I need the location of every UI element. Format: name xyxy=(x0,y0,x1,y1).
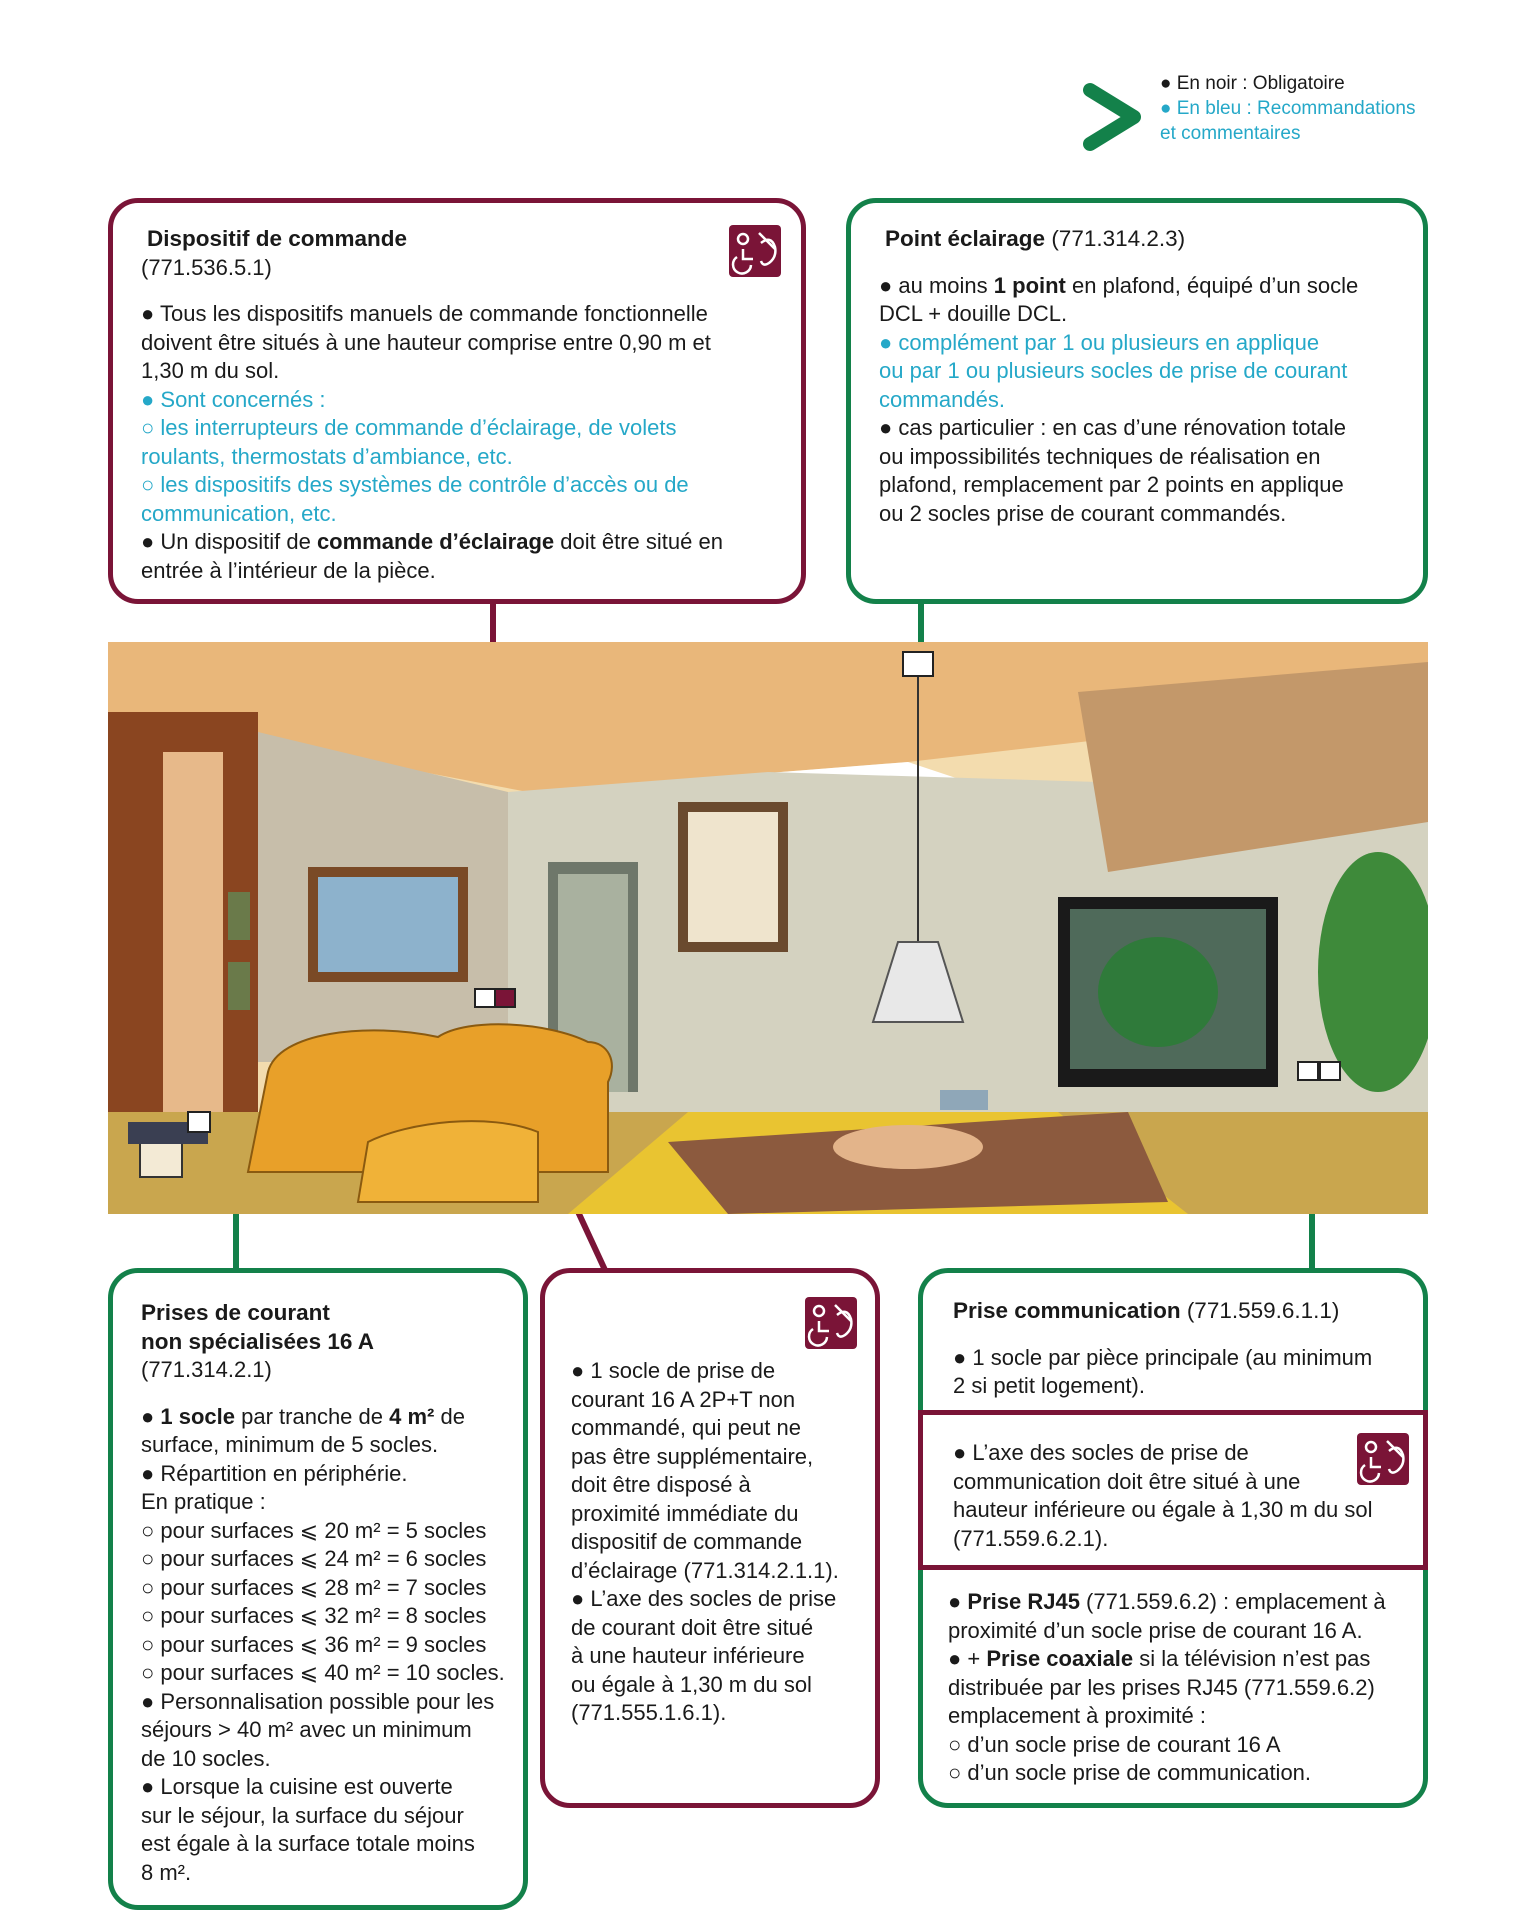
socle-line-10: de courant doit être situé xyxy=(571,1614,814,1640)
legend-blue-2: et commentaires xyxy=(1160,123,1301,144)
commande-ref: (771.536.5.1) xyxy=(141,254,272,280)
legend-black: ● En noir : Obligatoire xyxy=(1160,73,1345,94)
communication-title: Prise communication xyxy=(953,1298,1181,1323)
socle-line-1: ● 1 socle de prise de xyxy=(571,1358,776,1383)
socle-line-7: dispositif de commande xyxy=(571,1529,803,1554)
chevron-right-icon xyxy=(1082,82,1144,152)
commande-blue-5: communication, etc. xyxy=(141,500,337,526)
communication-mid-1: ● L’axe des socles de prise de xyxy=(953,1440,1249,1465)
commande-p2: ● Un dispositif de commande d’éclairage doit être situé en xyxy=(141,529,723,554)
communication-rj45: ● Prise RJ45 (771.559.6.2) : emplacement à xyxy=(948,1589,1386,1614)
commande-blue-4: ○ les dispositifs des systèmes de contrôle d’accès ou de xyxy=(141,472,689,497)
commande-blue-1: ● Sont concernés : xyxy=(141,386,326,412)
eclairage-p2-1: ● cas particulier : en cas d’une rénovation totale xyxy=(879,415,1346,440)
prises-line-5: ○ pour surfaces ⩽ 24 m² = 6 socles xyxy=(141,1546,487,1571)
prises-line-1: surface, minimum de 5 socles. xyxy=(141,1432,439,1457)
communication-bottom xyxy=(948,1588,1386,1788)
eclairage-ref: (771.314.2.3) xyxy=(1045,226,1186,251)
prises-line-4: ○ pour surfaces ⩽ 20 m² = 5 socles xyxy=(141,1517,487,1543)
accessibility-icon xyxy=(805,1297,857,1349)
socle-line-9: ● L’axe des socles de prise xyxy=(571,1586,837,1611)
prises-line-2: ● Répartition en périphérie. xyxy=(141,1460,408,1486)
eclairage-blue-3: commandés. xyxy=(879,386,1005,412)
commande-title: Dispositif de commande xyxy=(147,226,408,251)
socle-line-5: doit être disposé à xyxy=(571,1472,751,1497)
communication-mid-3: hauteur inférieure ou égale à 1,30 m du sol xyxy=(953,1497,1373,1522)
box-prises xyxy=(108,1268,528,1910)
eclairage-p2-3: plafond, remplacement par 2 points en applique xyxy=(879,472,1344,497)
eclairage-p2-4: ou 2 socles prise de courant commandés. xyxy=(879,500,1287,526)
box-socle xyxy=(540,1268,880,1808)
communication-mid-2: communication doit être situé à une xyxy=(953,1468,1301,1494)
eclairage-blue-1: ● complément par 1 ou plusieurs en applique xyxy=(879,329,1320,355)
communication-top-1: ● 1 socle par pièce principale (au minimum xyxy=(953,1344,1373,1370)
eclairage-l1: ● au moins 1 point en plafond, équipé d’un socle xyxy=(879,272,1359,298)
communication-coax-2: distribuée par les prises RJ45 (771.559.6.2) xyxy=(948,1674,1375,1700)
commande-p1-3: 1,30 m du sol. xyxy=(141,358,280,383)
legend-blue: ● En bleu : Recommandations xyxy=(1160,98,1416,119)
communication-coax-3: emplacement à proximité : xyxy=(948,1703,1206,1728)
communication-coax-4: ○ d’un socle prise de courant 16 A xyxy=(948,1731,1281,1757)
communication-rj45-2: proximité d’un socle prise de courant 16 A. xyxy=(948,1617,1363,1643)
prises-line-14: sur le séjour, la surface du séjour xyxy=(141,1802,464,1828)
socle-line-13: (771.555.1.6.1). xyxy=(571,1700,727,1725)
socle-line-4: pas être supplémentaire, xyxy=(571,1443,814,1469)
legend xyxy=(1160,71,1415,146)
prises-line-7: ○ pour surfaces ⩽ 32 m² = 8 socles xyxy=(141,1603,487,1628)
communication-coax: ● + Prise coaxiale si la télévision n’est pas xyxy=(948,1646,1371,1671)
communication-accessibility-section xyxy=(918,1410,1428,1570)
prises-line-11: séjours > 40 m² avec un minimum xyxy=(141,1717,472,1742)
prises-l1: ● 1 socle par tranche de 4 m² de xyxy=(141,1403,465,1429)
box-commande xyxy=(108,198,806,604)
prises-line-13: ● Lorsque la cuisine est ouverte xyxy=(141,1774,453,1799)
socle-line-11: à une hauteur inférieure xyxy=(571,1643,805,1668)
prises-line-9: ○ pour surfaces ⩽ 40 m² = 10 socles. xyxy=(141,1660,505,1685)
communication-ref: (771.559.6.1.1) xyxy=(1180,1298,1340,1323)
communication-top-2: 2 si petit logement). xyxy=(953,1373,1145,1398)
room-illustration xyxy=(108,642,1428,1214)
accessibility-icon xyxy=(1357,1433,1409,1485)
commande-p1-1: ● Tous les dispositifs manuels de commande fonctionnelle xyxy=(141,301,708,326)
socle-line-12: ou égale à 1,30 m du sol xyxy=(571,1671,812,1697)
communication-mid-4: (771.559.6.2.1). xyxy=(953,1525,1109,1551)
commande-p2-2: entrée à l’intérieur de la pièce. xyxy=(141,557,436,583)
prises-line-8: ○ pour surfaces ⩽ 36 m² = 9 socles xyxy=(141,1631,487,1657)
commande-p1-2: doivent être situés à une hauteur comprise entre 0,90 m et xyxy=(141,329,711,355)
communication-coax-5: ○ d’un socle prise de communication. xyxy=(948,1760,1312,1785)
prises-line-15: est égale à la surface totale moins xyxy=(141,1831,475,1856)
eclairage-title: Point éclairage xyxy=(885,226,1046,251)
prises-ref: (771.314.2.1) xyxy=(141,1357,272,1382)
socle-line-3: commandé, qui peut ne xyxy=(571,1415,801,1440)
prises-line-3: En pratique : xyxy=(141,1489,266,1514)
box-eclairage xyxy=(846,198,1428,604)
prises-line-6: ○ pour surfaces ⩽ 28 m² = 7 socles xyxy=(141,1574,487,1600)
eclairage-l2: DCL + douille DCL. xyxy=(879,301,1068,326)
prises-line-12: de 10 socles. xyxy=(141,1745,271,1771)
commande-blue-3: roulants, thermostats d’ambiance, etc. xyxy=(141,443,513,469)
prises-line-16: 8 m². xyxy=(141,1859,192,1885)
prises-title-1: Prises de courant xyxy=(141,1300,330,1325)
eclairage-blue-2: ou par 1 ou plusieurs socles de prise de courant xyxy=(879,358,1348,383)
accessibility-icon xyxy=(729,225,781,277)
socle-line-8: d’éclairage (771.314.2.1.1). xyxy=(571,1557,839,1583)
prises-title-2: non spécialisées 16 A xyxy=(141,1328,375,1354)
commande-blue-2: ○ les interrupteurs de commande d’éclairage, de volets xyxy=(141,415,677,440)
socle-line-6: proximité immédiate du xyxy=(571,1500,799,1526)
prises-line-10: ● Personnalisation possible pour les xyxy=(141,1688,495,1714)
eclairage-p2-2: ou impossibilités techniques de réalisation en xyxy=(879,443,1321,469)
socle-line-2: courant 16 A 2P+T non xyxy=(571,1386,796,1412)
